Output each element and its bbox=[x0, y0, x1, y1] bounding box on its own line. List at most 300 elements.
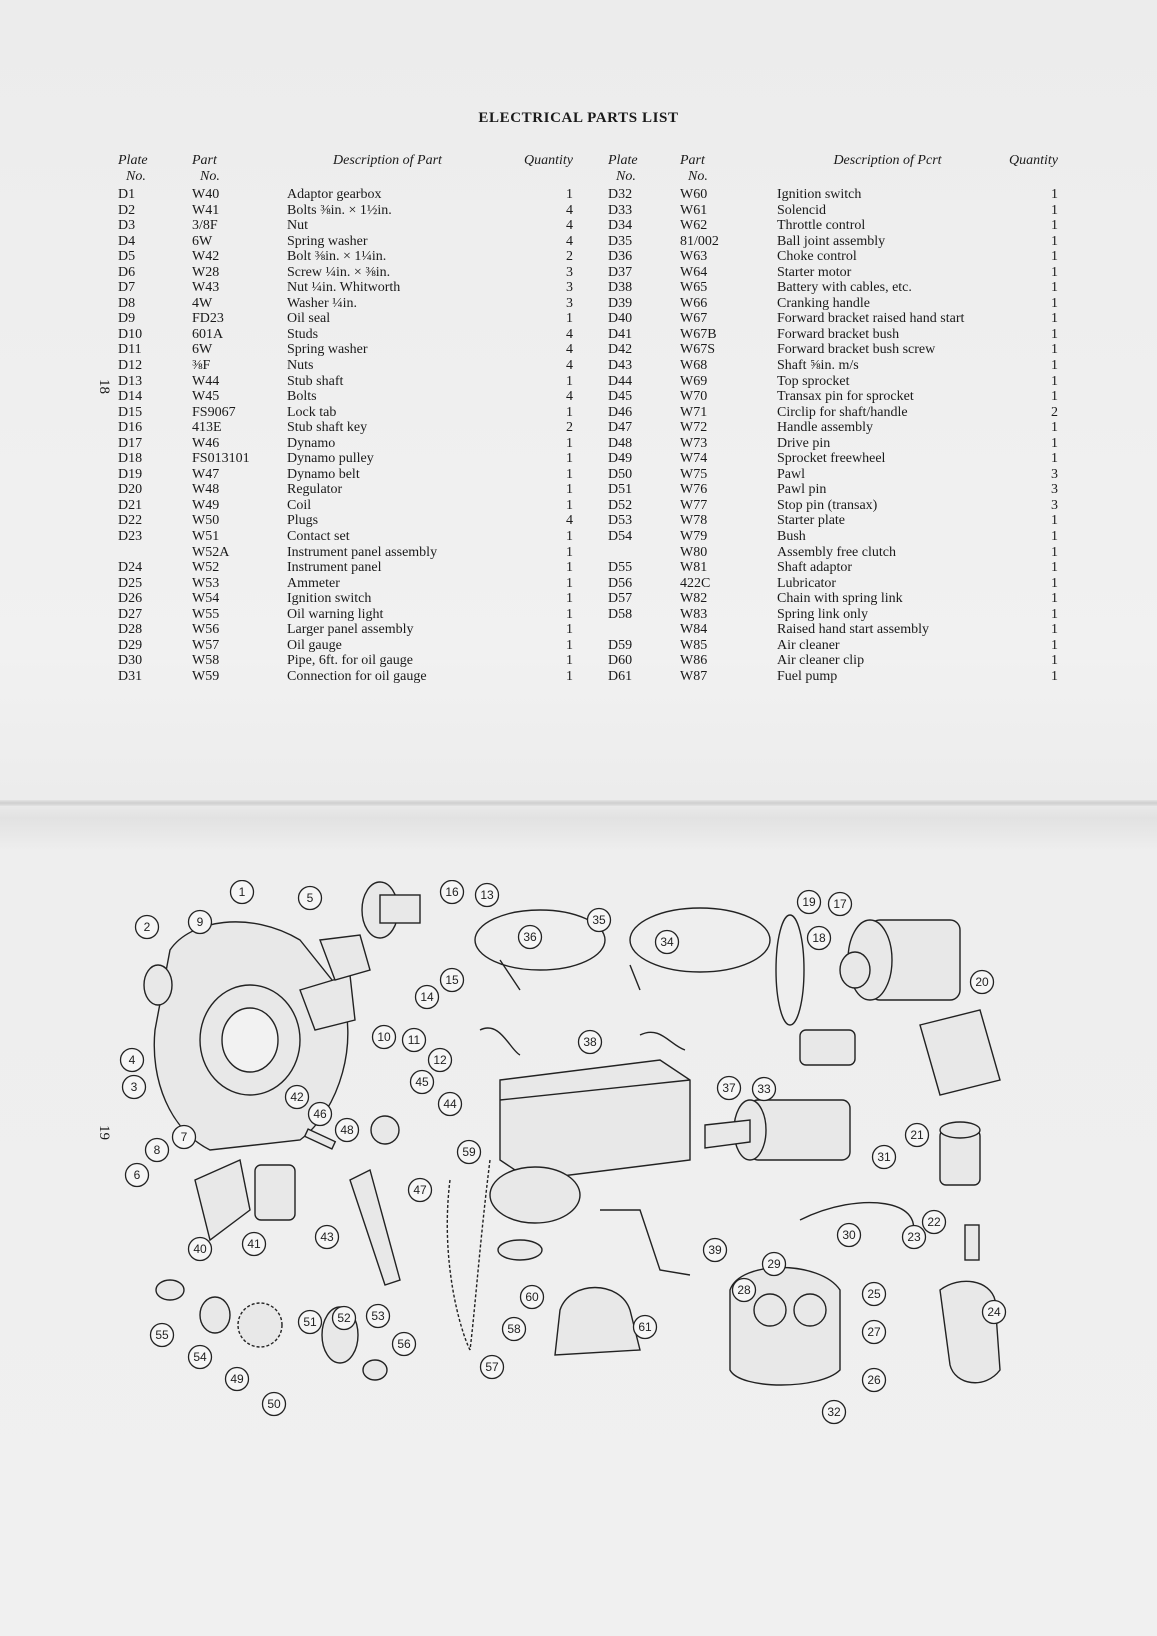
callout-14 bbox=[416, 986, 439, 1009]
table-row bbox=[118, 451, 573, 467]
plate-no-cell: D31 bbox=[118, 668, 143, 684]
quantity-cell: 1 bbox=[566, 435, 573, 451]
callout-30 bbox=[838, 1224, 861, 1247]
quantity-cell: 4 bbox=[566, 358, 573, 374]
callout-label: 60 bbox=[525, 1290, 539, 1304]
description-cell: Nut bbox=[287, 218, 308, 234]
callout-51 bbox=[299, 1311, 322, 1334]
part-no-cell: FS013101 bbox=[192, 451, 250, 467]
coil-drawing bbox=[940, 1122, 980, 1185]
part-no-cell: W60 bbox=[680, 187, 708, 202]
table-row bbox=[118, 296, 573, 312]
table-row bbox=[608, 560, 1058, 576]
part-no-cell: W51 bbox=[192, 529, 220, 545]
part-no-cell: ⅜F bbox=[192, 358, 211, 374]
callout-label: 46 bbox=[313, 1107, 327, 1121]
description-cell: Solencid bbox=[777, 202, 826, 218]
callout-58 bbox=[503, 1318, 526, 1341]
quantity-cell: 3 bbox=[1051, 466, 1058, 482]
starter-motor-drawing bbox=[705, 1100, 850, 1160]
fuel-pump-drawing bbox=[555, 1288, 640, 1356]
part-no-cell: 3/8F bbox=[192, 218, 218, 234]
part-no-cell: W59 bbox=[192, 668, 220, 684]
plate-no-cell: D37 bbox=[608, 264, 633, 280]
plate-no-cell: D52 bbox=[608, 497, 633, 513]
callout-29 bbox=[763, 1253, 786, 1276]
table-row bbox=[608, 638, 1058, 654]
part-no-cell: W75 bbox=[680, 466, 708, 482]
plate-no-cell: D42 bbox=[608, 342, 633, 358]
description-cell: Chain with spring link bbox=[777, 591, 903, 607]
callout-61 bbox=[634, 1316, 657, 1339]
description-cell: Studs bbox=[287, 326, 319, 342]
plate-no-cell: D43 bbox=[608, 358, 633, 374]
table-row bbox=[118, 622, 573, 638]
table-header bbox=[118, 153, 573, 169]
plate-no-cell: D4 bbox=[118, 233, 136, 249]
plate-no-cell: D5 bbox=[118, 249, 136, 265]
part-no-cell: W80 bbox=[680, 544, 708, 560]
plate-no-cell: D11 bbox=[118, 342, 142, 358]
part-no-cell: 422C bbox=[680, 575, 711, 591]
callout-38 bbox=[579, 1031, 602, 1054]
callout-label: 32 bbox=[827, 1405, 841, 1419]
table-subheader bbox=[608, 169, 1058, 185]
callout-label: 18 bbox=[812, 931, 826, 945]
part-no-cell: FD23 bbox=[192, 311, 224, 327]
callout-11 bbox=[403, 1029, 426, 1052]
part-no-cell: W64 bbox=[680, 264, 708, 280]
part-no-cell: W79 bbox=[680, 529, 708, 545]
callout-20 bbox=[971, 971, 994, 994]
description-cell: Bolts ⅜in. × 1½in. bbox=[287, 202, 392, 218]
table-row bbox=[118, 638, 573, 654]
description-cell: Washer ¼in. bbox=[287, 295, 358, 311]
table-subheader bbox=[118, 169, 573, 185]
plate-no-cell: D38 bbox=[608, 280, 633, 296]
callout-label: 35 bbox=[592, 913, 606, 927]
callout-2 bbox=[136, 916, 159, 939]
table-row bbox=[118, 436, 573, 452]
quantity-cell: 1 bbox=[566, 497, 573, 513]
description-cell: Lubricator bbox=[777, 575, 837, 591]
quantity-cell: 1 bbox=[1051, 591, 1058, 607]
quantity-cell: 3 bbox=[566, 280, 573, 296]
table-row bbox=[118, 576, 573, 592]
stub-shaft-drawing bbox=[320, 882, 420, 980]
callout-34 bbox=[656, 931, 679, 954]
part-no-cell: 4W bbox=[192, 295, 213, 311]
part-no-cell: 413E bbox=[192, 420, 222, 436]
part-no-cell: W74 bbox=[680, 451, 708, 467]
quantity-cell: 1 bbox=[566, 451, 573, 467]
plate-no-cell: D51 bbox=[608, 482, 633, 498]
quantity-cell: 1 bbox=[566, 187, 573, 202]
table-row bbox=[118, 311, 573, 327]
table-row bbox=[608, 311, 1058, 327]
plate-no-cell: D41 bbox=[608, 326, 633, 342]
plate-no-cell: D12 bbox=[118, 358, 143, 374]
callout-18 bbox=[808, 927, 831, 950]
part-no-cell: W69 bbox=[680, 373, 708, 389]
callout-label: 23 bbox=[907, 1230, 921, 1244]
part-no-cell: W70 bbox=[680, 389, 708, 405]
table-row bbox=[608, 187, 1058, 203]
callout-label: 54 bbox=[193, 1350, 207, 1364]
callout-label: 48 bbox=[340, 1123, 354, 1137]
quantity-cell: 1 bbox=[1051, 544, 1058, 560]
callout-10 bbox=[373, 1026, 396, 1049]
callout-8 bbox=[146, 1139, 169, 1162]
description-cell: Dynamo belt bbox=[287, 466, 360, 482]
table-row bbox=[118, 265, 573, 281]
table-row bbox=[118, 249, 573, 265]
callout-label: 51 bbox=[303, 1315, 317, 1329]
table-row bbox=[608, 622, 1058, 638]
quantity-cell: 1 bbox=[1051, 202, 1058, 218]
header-plate: Plate bbox=[608, 153, 638, 168]
description-cell: Forward bracket bush bbox=[777, 326, 900, 342]
callout-label: 33 bbox=[757, 1082, 771, 1096]
callout-label: 41 bbox=[247, 1237, 261, 1251]
part-no-cell: W86 bbox=[680, 653, 708, 669]
part-no-cell: W54 bbox=[192, 591, 220, 607]
table-row bbox=[608, 327, 1058, 343]
part-no-cell: W57 bbox=[192, 637, 220, 653]
description-cell: Nut ¼in. Whitworth bbox=[287, 280, 401, 296]
description-cell: Dynamo pulley bbox=[287, 451, 374, 467]
callout-25 bbox=[863, 1283, 886, 1306]
quantity-cell: 1 bbox=[1051, 622, 1058, 638]
callout-28 bbox=[733, 1279, 756, 1302]
callout-label: 53 bbox=[371, 1309, 385, 1323]
plate-no-cell: D45 bbox=[608, 389, 633, 405]
table-row bbox=[118, 374, 573, 390]
part-no-cell: W42 bbox=[192, 249, 220, 265]
callout-label: 19 bbox=[802, 895, 816, 909]
table-row bbox=[118, 482, 573, 498]
plate-no-cell: D61 bbox=[608, 668, 633, 684]
quantity-cell: 1 bbox=[1051, 420, 1058, 436]
clutch-parts-drawing bbox=[156, 1280, 387, 1380]
plate-no-cell: D58 bbox=[608, 606, 633, 622]
plate-no-cell: D3 bbox=[118, 218, 136, 234]
quantity-cell: 1 bbox=[1051, 529, 1058, 545]
quantity-cell: 1 bbox=[1051, 187, 1058, 202]
plate-no-cell: D14 bbox=[118, 389, 143, 405]
callout-59 bbox=[458, 1141, 481, 1164]
description-cell: Shaft ⅝in. m/s bbox=[777, 358, 859, 374]
plate-no-cell: D23 bbox=[118, 529, 143, 545]
description-cell: Top sprocket bbox=[777, 373, 850, 389]
callout-31 bbox=[873, 1146, 896, 1169]
callout-23 bbox=[903, 1226, 926, 1249]
callout-label: 4 bbox=[128, 1053, 136, 1067]
description-cell: Spring washer bbox=[287, 233, 368, 249]
part-no-cell: W48 bbox=[192, 482, 220, 498]
quantity-cell: 4 bbox=[566, 202, 573, 218]
quantity-cell: 1 bbox=[1051, 668, 1058, 684]
callout-label: 59 bbox=[462, 1145, 476, 1159]
quantity-cell: 1 bbox=[1051, 218, 1058, 234]
plate-no-cell: D24 bbox=[118, 560, 143, 576]
header-plate-no: No. bbox=[616, 169, 636, 184]
plate-no-cell: D59 bbox=[608, 637, 633, 653]
callout-label: 38 bbox=[583, 1035, 597, 1049]
part-no-cell: W72 bbox=[680, 420, 708, 436]
callout-4 bbox=[121, 1049, 144, 1072]
callout-label: 43 bbox=[320, 1230, 334, 1244]
quantity-cell: 1 bbox=[1051, 342, 1058, 358]
table-row bbox=[608, 576, 1058, 592]
plate-no-cell: D26 bbox=[118, 591, 143, 607]
part-no-cell: W61 bbox=[680, 202, 708, 218]
part-no-cell: W66 bbox=[680, 295, 708, 311]
part-no-cell: W77 bbox=[680, 497, 708, 513]
part-no-cell: W49 bbox=[192, 497, 220, 513]
table-body bbox=[608, 187, 1058, 685]
callout-47 bbox=[409, 1179, 432, 1202]
callout-43 bbox=[316, 1226, 339, 1249]
part-no-cell: W71 bbox=[680, 404, 708, 420]
callout-5 bbox=[299, 887, 322, 910]
part-no-cell: 6W bbox=[192, 233, 213, 249]
quantity-cell: 1 bbox=[1051, 637, 1058, 653]
part-no-cell: W85 bbox=[680, 637, 708, 653]
table-row bbox=[608, 607, 1058, 623]
quantity-cell: 1 bbox=[1051, 560, 1058, 576]
plate-no-cell: D40 bbox=[608, 311, 633, 327]
quantity-cell: 1 bbox=[566, 637, 573, 653]
description-cell: Dynamo bbox=[287, 435, 336, 451]
table-row bbox=[118, 529, 573, 545]
description-cell: Fuel pump bbox=[777, 668, 838, 684]
callout-label: 1 bbox=[238, 885, 246, 899]
callout-37 bbox=[718, 1077, 741, 1100]
table-row bbox=[118, 358, 573, 374]
callout-label: 34 bbox=[660, 935, 674, 949]
quantity-cell: 3 bbox=[566, 295, 573, 311]
callout-26 bbox=[863, 1369, 886, 1392]
table-row bbox=[118, 607, 573, 623]
callout-22 bbox=[923, 1211, 946, 1234]
table-row bbox=[608, 653, 1058, 669]
plate-no-cell: D25 bbox=[118, 575, 143, 591]
part-no-cell: W53 bbox=[192, 575, 220, 591]
callout-57 bbox=[481, 1356, 504, 1379]
table-row bbox=[608, 249, 1058, 265]
parts-table-left bbox=[118, 153, 573, 685]
callout-label: 9 bbox=[196, 915, 204, 929]
callout-label: 52 bbox=[337, 1311, 351, 1325]
description-cell: Drive pin bbox=[777, 435, 831, 451]
table-row bbox=[118, 669, 573, 685]
table-row bbox=[608, 529, 1058, 545]
plate-no-cell: D55 bbox=[608, 560, 633, 576]
table-row bbox=[118, 405, 573, 421]
page-number-lower: 19 bbox=[96, 1125, 112, 1140]
plate-no-cell: D20 bbox=[118, 482, 143, 498]
table-row bbox=[608, 265, 1058, 281]
callout-19 bbox=[798, 891, 821, 914]
quantity-cell: 1 bbox=[566, 373, 573, 389]
table-row bbox=[608, 467, 1058, 483]
callout-label: 5 bbox=[306, 891, 314, 905]
page-number-upper: 18 bbox=[96, 379, 112, 394]
callout-label: 6 bbox=[133, 1168, 141, 1182]
quantity-cell: 1 bbox=[566, 482, 573, 498]
description-cell: Forward bracket bush screw bbox=[777, 342, 936, 358]
plate-no-cell: D60 bbox=[608, 653, 633, 669]
callout-1 bbox=[231, 881, 254, 904]
page-fold bbox=[0, 800, 1157, 806]
callout-55 bbox=[151, 1324, 174, 1347]
part-no-cell: W67S bbox=[680, 342, 715, 358]
callout-label: 31 bbox=[877, 1150, 891, 1164]
plate-no-cell bbox=[608, 622, 680, 638]
description-cell: Starter plate bbox=[777, 513, 846, 529]
description-cell: Stub shaft key bbox=[287, 420, 368, 436]
callout-49 bbox=[226, 1368, 249, 1391]
table-row bbox=[118, 280, 573, 296]
header-part: Part bbox=[192, 153, 217, 168]
callout-label: 2 bbox=[143, 920, 151, 934]
callout-label: 50 bbox=[267, 1397, 281, 1411]
quantity-cell: 1 bbox=[1051, 233, 1058, 249]
callout-label: 61 bbox=[638, 1320, 652, 1334]
callout-label: 8 bbox=[153, 1143, 161, 1157]
quantity-cell: 1 bbox=[1051, 295, 1058, 311]
callout-label: 45 bbox=[415, 1075, 429, 1089]
plate-no-cell: D48 bbox=[608, 435, 633, 451]
table-row bbox=[608, 234, 1058, 250]
callout-label: 14 bbox=[420, 990, 434, 1004]
callout-24 bbox=[983, 1301, 1006, 1324]
cranking-handle-drawing bbox=[600, 1210, 690, 1275]
description-cell: Transax pin for sprocket bbox=[777, 389, 914, 405]
callout-3 bbox=[123, 1076, 146, 1099]
plate-no-cell: D34 bbox=[608, 218, 633, 234]
plate-no-cell: D17 bbox=[118, 435, 143, 451]
quantity-cell: 1 bbox=[1051, 653, 1058, 669]
callout-60 bbox=[521, 1286, 544, 1309]
description-cell: Handle assembly bbox=[777, 420, 874, 436]
header-description: Description of Part bbox=[333, 153, 442, 168]
quantity-cell: 4 bbox=[566, 218, 573, 234]
table-row bbox=[608, 389, 1058, 405]
table-row bbox=[608, 420, 1058, 436]
description-cell: Circlip for shaft/handle bbox=[777, 404, 908, 420]
callout-45 bbox=[411, 1071, 434, 1094]
description-cell: Screw ¼in. × ⅜in. bbox=[287, 264, 391, 280]
table-row bbox=[608, 405, 1058, 421]
quantity-cell: 1 bbox=[1051, 373, 1058, 389]
table-row bbox=[118, 218, 573, 234]
table-row bbox=[608, 513, 1058, 529]
description-cell: Oil seal bbox=[287, 311, 331, 327]
quantity-cell: 1 bbox=[1051, 326, 1058, 342]
plate-no-cell: D8 bbox=[118, 295, 136, 311]
table-row bbox=[608, 591, 1058, 607]
description-cell: Stop pin (transax) bbox=[777, 497, 878, 513]
callout-16 bbox=[441, 881, 464, 904]
quantity-cell: 4 bbox=[566, 513, 573, 529]
part-no-cell: 601A bbox=[192, 326, 224, 342]
callout-53 bbox=[367, 1305, 390, 1328]
callout-label: 21 bbox=[910, 1128, 924, 1142]
callout-label: 11 bbox=[407, 1033, 421, 1047]
table-row bbox=[608, 545, 1058, 561]
description-cell: Larger panel assembly bbox=[287, 622, 414, 638]
plate-no-cell: D50 bbox=[608, 466, 633, 482]
quantity-cell: 1 bbox=[1051, 311, 1058, 327]
plate-no-cell: D15 bbox=[118, 404, 143, 420]
table-row bbox=[608, 203, 1058, 219]
plate-no-cell: D54 bbox=[608, 529, 633, 545]
quantity-cell: 1 bbox=[566, 560, 573, 576]
callout-label: 57 bbox=[485, 1360, 499, 1374]
table-row bbox=[608, 451, 1058, 467]
callout-56 bbox=[393, 1333, 416, 1356]
table-row bbox=[118, 498, 573, 514]
table-row bbox=[608, 296, 1058, 312]
quantity-cell: 1 bbox=[566, 622, 573, 638]
part-no-cell: W52 bbox=[192, 560, 220, 576]
table-row bbox=[608, 436, 1058, 452]
plate-no-cell: D46 bbox=[608, 404, 633, 420]
part-no-cell: W46 bbox=[192, 435, 220, 451]
plate-no-cell: D19 bbox=[118, 466, 143, 482]
plate-no-cell: D28 bbox=[118, 622, 143, 638]
part-no-cell: W45 bbox=[192, 389, 220, 405]
callout-9 bbox=[189, 911, 212, 934]
callout-label: 12 bbox=[433, 1053, 447, 1067]
quantity-cell: 3 bbox=[1051, 482, 1058, 498]
callout-label: 40 bbox=[193, 1242, 207, 1256]
quantity-cell: 1 bbox=[1051, 513, 1058, 529]
description-cell: Cranking handle bbox=[777, 295, 870, 311]
plate-no-cell: D56 bbox=[608, 575, 633, 591]
callout-label: 47 bbox=[413, 1183, 427, 1197]
table-row bbox=[608, 358, 1058, 374]
table-row bbox=[118, 653, 573, 669]
header-part-no: No. bbox=[688, 169, 708, 184]
table-body bbox=[118, 187, 573, 685]
table-row bbox=[608, 498, 1058, 514]
quantity-cell: 1 bbox=[1051, 264, 1058, 280]
callout-27 bbox=[863, 1321, 886, 1344]
quantity-cell: 1 bbox=[1051, 435, 1058, 451]
callout-46 bbox=[309, 1103, 332, 1126]
plate-no-cell: D53 bbox=[608, 513, 633, 529]
callout-label: 39 bbox=[708, 1243, 722, 1257]
callout-17 bbox=[829, 893, 852, 916]
part-no-cell: W58 bbox=[192, 653, 220, 669]
plate-no-cell: D35 bbox=[608, 233, 633, 249]
plate-no-cell: D10 bbox=[118, 326, 143, 342]
callout-50 bbox=[263, 1393, 286, 1416]
solenoid-drawing bbox=[800, 1030, 855, 1065]
callout-54 bbox=[189, 1346, 212, 1369]
callout-label: 49 bbox=[230, 1372, 244, 1386]
part-no-cell: W56 bbox=[192, 622, 220, 638]
exploded-parts-diagram bbox=[100, 880, 1060, 1440]
plate-no-cell bbox=[118, 545, 192, 561]
plate-no-cell: D7 bbox=[118, 280, 136, 296]
part-no-cell: W47 bbox=[192, 466, 220, 482]
part-no-cell: W68 bbox=[680, 358, 708, 374]
description-cell: Stub shaft bbox=[287, 373, 344, 389]
